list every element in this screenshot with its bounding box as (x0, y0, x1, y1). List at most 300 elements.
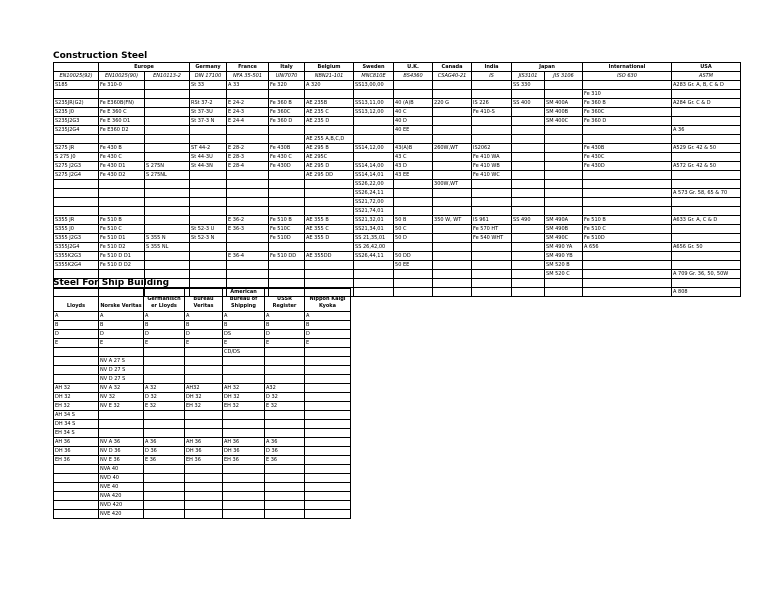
table-cell: Fe 410-S (472, 108, 512, 117)
table-cell (433, 279, 472, 288)
table-cell: Fe 430B (269, 144, 305, 153)
table-cell (185, 492, 223, 501)
table-row (54, 171, 741, 180)
table-cell (144, 375, 185, 384)
standard-cell: ISO 630 (583, 72, 672, 81)
table-cell (305, 438, 351, 447)
table-cell: Fe 430 C (269, 153, 305, 162)
table-cell (99, 207, 145, 216)
table-cell: IS2062 (472, 144, 512, 153)
table-cell (354, 270, 394, 279)
table-cell: SS14,14,01 (354, 171, 394, 180)
table-cell (145, 90, 190, 99)
table-cell (305, 393, 351, 402)
table-cell: NV A 36 (99, 438, 144, 447)
table-cell: E 24-2 (227, 99, 269, 108)
table-cell (512, 189, 545, 198)
table-cell (185, 429, 223, 438)
table-cell: AE 295 B (305, 144, 354, 153)
table-cell (265, 366, 305, 375)
table-cell (433, 108, 472, 117)
table-cell (583, 171, 672, 180)
table-cell: SS13,12,00 (354, 108, 394, 117)
table-cell (223, 474, 265, 483)
table-cell (265, 375, 305, 384)
table-cell (433, 189, 472, 198)
table-row (54, 402, 351, 411)
table-cell: NVA 40 (99, 465, 144, 474)
table-cell (145, 135, 190, 144)
table-cell: Fe E 360 D1 (99, 117, 145, 126)
table-cell (99, 411, 144, 420)
table-cell: E 28-3 (227, 153, 269, 162)
table-cell (54, 207, 99, 216)
table-cell (672, 171, 741, 180)
table-cell (265, 501, 305, 510)
table-cell (545, 90, 583, 99)
table-cell (145, 180, 190, 189)
table-cell (144, 483, 185, 492)
table-cell: Fe 360 B (583, 99, 672, 108)
table-cell (433, 225, 472, 234)
table-cell: E (223, 339, 265, 348)
table-row (54, 216, 741, 225)
table-cell: S275 J2G3 (54, 162, 99, 171)
table-cell (54, 135, 99, 144)
header-cell: Lloyds (54, 289, 99, 312)
table-cell: S355 J2G3 (54, 234, 99, 243)
table-cell (305, 492, 351, 501)
table-cell (145, 153, 190, 162)
table-cell: NVD 40 (99, 474, 144, 483)
table-cell (227, 270, 269, 279)
table-cell (354, 288, 394, 297)
table-cell (223, 375, 265, 384)
table-row (54, 483, 351, 492)
table-cell (512, 243, 545, 252)
table-cell: B (54, 321, 99, 330)
header-cell: Italy (269, 63, 305, 72)
table-cell: A572 Gr. 42 & 50 (672, 162, 741, 171)
table-cell: Fe 410 WC (472, 171, 512, 180)
table-cell: E 36-3 (227, 225, 269, 234)
table-cell: A (54, 312, 99, 321)
table-cell (512, 135, 545, 144)
table-cell: E (305, 339, 351, 348)
table-cell: S235 J0 (54, 108, 99, 117)
table-cell: A (99, 312, 144, 321)
table-row (54, 348, 351, 357)
table-cell (145, 225, 190, 234)
table-cell (99, 198, 145, 207)
table-cell (145, 81, 190, 90)
table-cell (512, 90, 545, 99)
table-cell: SM 400A (545, 99, 583, 108)
table-cell: Fe 360 D (269, 117, 305, 126)
table-cell (190, 279, 227, 288)
standard-cell: DIN 17100 (190, 72, 227, 81)
table-cell (99, 90, 145, 99)
table-cell: B (265, 321, 305, 330)
table-cell: SS21,74,01 (354, 207, 394, 216)
table-cell (512, 225, 545, 234)
table-cell (144, 465, 185, 474)
table-cell: AH 36 (223, 438, 265, 447)
table-cell: A529 Gr. 42 & 50 (672, 144, 741, 153)
table-cell (305, 126, 354, 135)
table-cell: ST 44-2 (190, 144, 227, 153)
table-cell (305, 429, 351, 438)
table-cell (512, 207, 545, 216)
table-cell: Fe 410 WB (472, 162, 512, 171)
header-cell: Japan (512, 63, 583, 72)
table-cell: EH 32 (223, 402, 265, 411)
table-cell: D (305, 330, 351, 339)
header-cell: Nippon Kaigi Kyoka (305, 289, 351, 312)
table-cell (394, 90, 433, 99)
table-cell (223, 510, 265, 519)
table-cell (433, 261, 472, 270)
table-cell (144, 411, 185, 420)
table-cell (394, 288, 433, 297)
table-cell: S 275NL (145, 171, 190, 180)
table-cell: S275 JR (54, 144, 99, 153)
table-cell: NV E 36 (99, 456, 144, 465)
table-cell: NVE 420 (99, 510, 144, 519)
table-row (54, 429, 351, 438)
table-cell (227, 234, 269, 243)
table-cell (583, 261, 672, 270)
table-cell (472, 288, 512, 297)
table-cell: D 36 (265, 447, 305, 456)
table-cell (472, 270, 512, 279)
table-cell: AE 355 C (305, 225, 354, 234)
table-cell (583, 279, 672, 288)
table-cell (394, 135, 433, 144)
table-cell: 300W,WT (433, 180, 472, 189)
standard-cell: CSAG40-21 (433, 72, 472, 81)
table-cell (472, 243, 512, 252)
table-cell (223, 501, 265, 510)
table-cell (354, 126, 394, 135)
table-cell (145, 252, 190, 261)
table-cell: Fe 410 WA (472, 153, 512, 162)
header-row (54, 289, 351, 312)
table-cell (227, 171, 269, 180)
table-cell: SS 400 (512, 99, 545, 108)
table-cell (472, 189, 512, 198)
table-cell (672, 279, 741, 288)
table-cell (583, 198, 672, 207)
table-cell: S355J2G4 (54, 243, 99, 252)
table-cell: A 573 Gr. 58, 65 & 70 (672, 189, 741, 198)
table-cell: NV E 32 (99, 402, 144, 411)
table-row (54, 99, 741, 108)
table-cell (394, 270, 433, 279)
table-cell: CD/DS (223, 348, 265, 357)
table-cell: SS 490 (512, 216, 545, 225)
table-cell: E (54, 339, 99, 348)
table-cell (512, 180, 545, 189)
table-cell: SM 400C (545, 117, 583, 126)
table-cell (305, 465, 351, 474)
table-cell (185, 420, 223, 429)
table-cell: NV A 27 S (99, 357, 144, 366)
table-cell: SS21,34,01 (354, 225, 394, 234)
table-cell (54, 375, 99, 384)
table-cell (54, 198, 99, 207)
table-cell (227, 198, 269, 207)
table-cell: Fe E360 D2 (99, 126, 145, 135)
table-cell: S 355 N (145, 234, 190, 243)
table-cell (265, 483, 305, 492)
table-cell (190, 198, 227, 207)
standards-row (54, 72, 741, 81)
table-cell (672, 261, 741, 270)
table-cell: 50 EE (394, 261, 433, 270)
table-cell (265, 348, 305, 357)
table-cell: D (265, 330, 305, 339)
table-cell (190, 216, 227, 225)
standard-cell: UNI7070 (269, 72, 305, 81)
table-cell (227, 189, 269, 198)
table-cell: 50 D (394, 234, 433, 243)
table-cell: Fe 510 B (583, 216, 672, 225)
table-cell (433, 252, 472, 261)
table-cell (265, 465, 305, 474)
table-row (54, 261, 741, 270)
table-cell: AE 235B (305, 99, 354, 108)
table-row (54, 321, 351, 330)
table-cell: Fe 510 D1 (99, 234, 145, 243)
table-cell: IS 961 (472, 216, 512, 225)
table-cell: St 44-3U (190, 153, 227, 162)
table-cell (269, 270, 305, 279)
table-cell (54, 189, 99, 198)
table-cell (305, 279, 354, 288)
table-cell (190, 189, 227, 198)
table-cell: E 24-3 (227, 108, 269, 117)
table-cell: B (223, 321, 265, 330)
table-cell (472, 90, 512, 99)
table-cell (672, 108, 741, 117)
table-cell (54, 474, 99, 483)
standard-cell: NFA 35-501 (227, 72, 269, 81)
table-cell: A284 Gr. C & D (672, 99, 741, 108)
table-cell (545, 81, 583, 90)
table-cell: A (185, 312, 223, 321)
standard-cell: EN10025(92) (54, 72, 99, 81)
table-cell (472, 252, 512, 261)
table-cell (54, 366, 99, 375)
table-cell (512, 162, 545, 171)
table-cell (185, 510, 223, 519)
table-cell (227, 279, 269, 288)
standard-cell: BS4360 (394, 72, 433, 81)
table-cell (354, 261, 394, 270)
construction-steel-title: Construction Steel (53, 51, 148, 61)
table-cell: E 24-4 (227, 117, 269, 126)
table-cell (583, 270, 672, 279)
table-cell: D (99, 330, 144, 339)
table-cell (223, 483, 265, 492)
header-cell: Norske Veritas (99, 289, 144, 312)
standard-cell: EN10113-2 (145, 72, 190, 81)
table-cell (145, 198, 190, 207)
table-cell (433, 234, 472, 243)
table-cell: A 656 (583, 243, 672, 252)
table-cell: EH 36 (185, 456, 223, 465)
table-row (54, 90, 741, 99)
table-row (54, 465, 351, 474)
table-row (54, 312, 351, 321)
table-cell (269, 261, 305, 270)
table-cell (512, 153, 545, 162)
table-cell (433, 288, 472, 297)
table-cell (223, 411, 265, 420)
table-cell (144, 348, 185, 357)
table-cell: SM 520 B (545, 261, 583, 270)
table-cell (185, 348, 223, 357)
table-cell: Fe 430B (583, 144, 672, 153)
table-cell: AH 32 (54, 384, 99, 393)
table-row (54, 153, 741, 162)
table-cell (583, 180, 672, 189)
table-cell: S355K2G4 (54, 261, 99, 270)
table-cell: 43(A)B (394, 144, 433, 153)
table-cell (472, 207, 512, 216)
table-cell (394, 189, 433, 198)
table-cell: S235JR(G2) (54, 99, 99, 108)
table-cell: B (99, 321, 144, 330)
table-cell (223, 465, 265, 474)
table-cell: E 36 (144, 456, 185, 465)
table-cell: Fe 510 B (269, 216, 305, 225)
table-cell: Fe E360B(FN) (99, 99, 145, 108)
table-cell: B (305, 321, 351, 330)
header-cell: India (472, 63, 512, 72)
table-cell: 43 EE (394, 171, 433, 180)
table-cell (305, 243, 354, 252)
table-cell (394, 198, 433, 207)
table-cell (305, 411, 351, 420)
table-cell (265, 411, 305, 420)
table-cell (185, 357, 223, 366)
table-cell (190, 90, 227, 99)
table-cell: Fe 430D (269, 162, 305, 171)
table-cell (99, 420, 144, 429)
table-cell (190, 180, 227, 189)
standard-cell: EN10025(90) (99, 72, 145, 81)
table-cell (265, 492, 305, 501)
table-cell: SS26,24,11 (354, 189, 394, 198)
table-cell (433, 81, 472, 90)
table-cell: AH32 (185, 384, 223, 393)
table-cell (354, 90, 394, 99)
table-row (54, 225, 741, 234)
table-cell: DH 36 (223, 447, 265, 456)
table-cell (512, 144, 545, 153)
table-cell (512, 108, 545, 117)
table-cell: D 32 (144, 393, 185, 402)
table-cell (269, 207, 305, 216)
table-cell (305, 501, 351, 510)
header-cell: Europe (99, 63, 190, 72)
table-cell: S275 J2G4 (54, 171, 99, 180)
table-cell: SM 490 YA (545, 243, 583, 252)
table-cell (305, 90, 354, 99)
construction-steel-table (53, 62, 741, 297)
table-cell: Fe 430C (583, 153, 672, 162)
header-cell: U.K. (394, 63, 433, 72)
table-cell: NVA 420 (99, 492, 144, 501)
table-cell: AE 235 C (305, 108, 354, 117)
table-cell: NVE 40 (99, 483, 144, 492)
table-cell: Fe 310-0 (99, 81, 145, 90)
table-cell: A633 Gr. A, C & D (672, 216, 741, 225)
table-cell (545, 135, 583, 144)
table-row (54, 411, 351, 420)
table-cell: SS26,22,00 (354, 180, 394, 189)
table-cell (99, 348, 144, 357)
table-cell (305, 366, 351, 375)
table-cell: AE 235 D (305, 117, 354, 126)
table-cell: Fe 430 C (99, 153, 145, 162)
table-cell (305, 456, 351, 465)
table-cell (145, 216, 190, 225)
table-cell (394, 81, 433, 90)
table-cell: A656 Gr. 50 (672, 243, 741, 252)
table-row (54, 180, 741, 189)
table-cell: AE 295 D (305, 162, 354, 171)
table-cell (433, 126, 472, 135)
table-cell (433, 171, 472, 180)
header-cell: Bureau Veritas (185, 289, 223, 312)
table-cell: SM 490 YB (545, 252, 583, 261)
table-cell (305, 261, 354, 270)
table-cell: Fe 510 DD (269, 252, 305, 261)
table-cell (583, 81, 672, 90)
table-cell: SS 330 (512, 81, 545, 90)
table-cell: Fe 510 B (99, 216, 145, 225)
table-cell: Fe 510D (269, 234, 305, 243)
table-cell (545, 180, 583, 189)
table-cell: B (144, 321, 185, 330)
table-cell: A (265, 312, 305, 321)
table-cell (145, 144, 190, 153)
table-row (54, 474, 351, 483)
table-cell (144, 510, 185, 519)
table-cell (190, 135, 227, 144)
table-cell (144, 420, 185, 429)
standard-cell: IS (472, 72, 512, 81)
standard-cell: MNC810E (354, 72, 394, 81)
table-cell (265, 510, 305, 519)
table-cell: 50 DD (394, 252, 433, 261)
table-cell: E 36 (265, 456, 305, 465)
table-cell (144, 429, 185, 438)
header-cell: USA (672, 63, 741, 72)
table-cell: Fe 570 HT (472, 225, 512, 234)
table-cell (54, 180, 99, 189)
table-cell: DH 34 S (54, 420, 99, 429)
header-cell: Belgium (305, 63, 354, 72)
table-cell: Fe 310 (583, 90, 672, 99)
table-cell (269, 189, 305, 198)
table-cell (583, 189, 672, 198)
table-cell (512, 117, 545, 126)
table-cell (394, 279, 433, 288)
